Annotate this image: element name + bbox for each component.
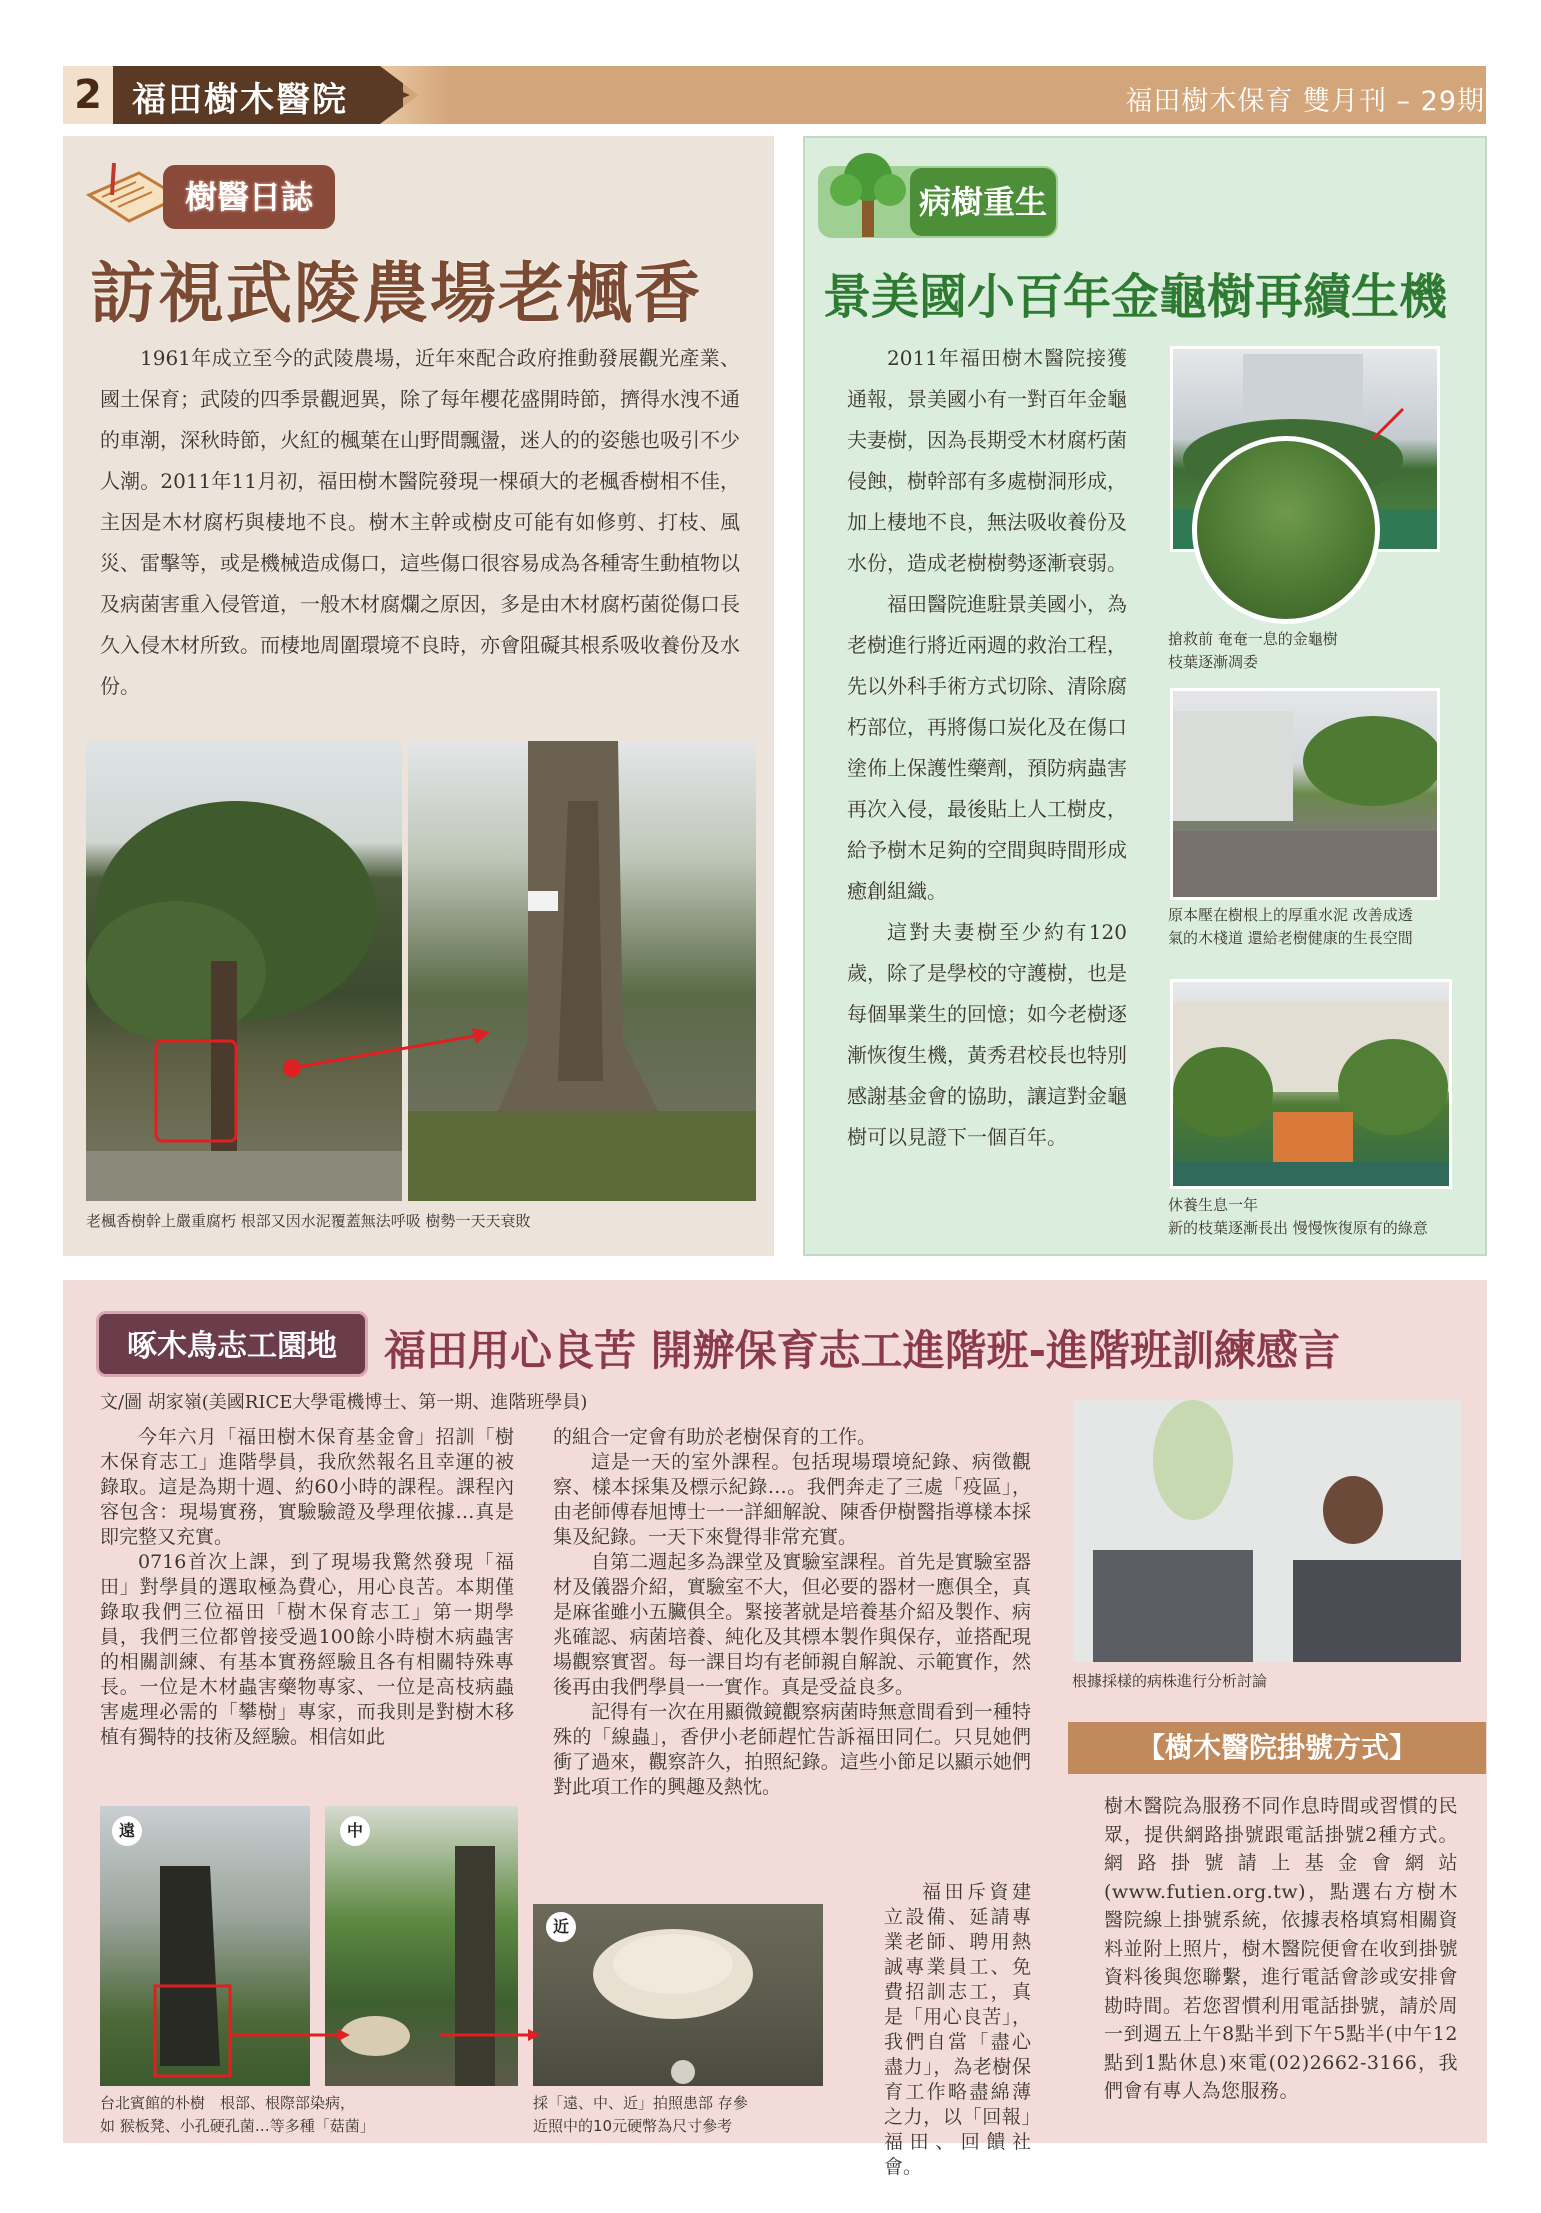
recovered-caption-line1: 休養生息一年 [1168,1196,1259,1214]
near-label: 近 [546,1912,576,1942]
col2-paragraph-1: 這是一天的室外課程。包括現場環境紀錄、病徵觀察、樣本採集及標示紀錄…。我們奔走了三處「疫區」，由老師傅春旭博士一一詳細解說、陳香伊樹醫指導樣本採集及紀錄。一天下來覺得非常充實。 [553,1451,1031,1548]
right-paragraph-3: 這對夫妻樹至少約有120歲，除了是學校的守護樹，也是每個畢業生的回憶；如今老樹逐漸恢復生機，黃秀君校長也特別感謝基金會的協助，讓這對金龜樹可以見證下一個百年。 [847,920,1127,1149]
page-number: 2 [63,66,113,124]
before-caption-line2: 枝葉逐漸凋委 [1168,653,1259,671]
volunteer-badge: 啄木鳥志工園地 [96,1311,368,1377]
left-photo-caption: 老楓香樹幹上嚴重腐朽 根部又因水泥覆蓋無法呼吸 樹勢一天天衰敗 [86,1212,531,1230]
right-article-body [847,338,1127,1158]
mid-label: 中 [340,1816,370,1846]
wooden-boardwalk-photo [1170,688,1440,900]
author-byline: 文/圖 胡家嶺(美國RICE大學電機博士、第一期、進階班學員) [100,1392,588,1413]
registration-title: 【樹木醫院掛號方式】 [1068,1722,1486,1774]
right-paragraph-1: 2011年福田樹木醫院接獲通報，景美國小有一對百年金龜夫妻樹，因為長期受木材腐朽菌侵蝕，樹幹部有多處樹洞形成，加上棲地不良，無法吸收養份及水份，造成老樹樹勢逐漸衰弱。 [847,346,1127,575]
col1-paragraph-1: 今年六月「福田樹木保育基金會」招訓「樹木保育志工」進階學員，我欣然報名且幸運的被錄取。這是為期十週、約60小時的課程。課程內容包含：現場實務，實驗驗證及學理依據…真是即完整又充實。 [100,1426,514,1548]
left-article-title: 訪視武陵農場老楓香 [90,254,702,332]
col1-paragraph-2: 0716首次上課，到了現場我驚然發現「福田」對學員的選取極為費心，用心良苦。本期僅錄取我們三位福田「樹木保育志工」第一期學員，我們三位都曾接受過100餘小時樹木病蟲害的相關訓練、有基本實務經驗且各有相關特殊專長。一位是木材蟲害藥物專家、一位是高枝病蟲害處理必需的「攀樹」專家，而我則是對樹木移植有獨特的技術及經驗。相信如此 [100,1551,514,1748]
far-label: 遠 [112,1816,142,1846]
col2-paragraph-2: 自第二週起多為課堂及實驗室課程。首先是實驗室器材及儀器介紹，實驗室不大，但必要的器材一應俱全，真是麻雀雖小五臟俱全。緊接著就是培養基介紹及製作、病兆確認、病菌培養、純化及其標本製作與保存，並搭配現場觀察實習。每一課目均有老師親自解說、示範實作，然後再由我們學員一一實作。真是受益良多。 [553,1551,1031,1698]
right-article-title: 景美國小百年金龜樹再續生機 [823,269,1448,325]
left-article-body: 1961年成立至今的武陵農場，近年來配合政府推動發展觀光產業、國土保育；武陵的四季景觀迥異，除了每年櫻花盛開時節，擠得水洩不通的車潮，深秋時節，火紅的楓葉在山野間飄盪，迷人的的姿態也吸引不少人潮。2011年11月初，福田樹木醫院發現一棵碩大的老楓香樹相不佳，主因是木材腐朽與棲地不良。樹木主幹或樹皮可能有如修剪、打枝、風災、雷擊等，或是機械造成傷口，這些傷口很容易成為各種寄生動植物以及病菌害重入侵管道，一般木材腐爛之原因，多是由木材腐朽菌從傷口長久入侵木材所致。而棲地周圍環境不良時，亦會阻礙其根系吸收養份及水份。 [100,346,740,698]
recovered-tree-photo [1170,979,1452,1189]
red-pointer-arrow [280,1020,500,1080]
diary-badge: 樹醫日誌 [163,165,335,229]
sample-analysis-photo [1073,1400,1461,1662]
tree-icon [818,142,918,242]
tree-detail-circle-photo [1192,436,1380,624]
trunk-decay-closeup-photo [408,741,756,1201]
near-view-photo [533,1904,823,2086]
bottom-column-3: 福田斥資建立設備、延請專業老師、聘用熱誠專業員工、免費招訓志工，真是「用心良苦」，我們自當「盡心盡力」，為老樹保育工作略盡綿薄之力，以「回報」福田、回饋社會。 [884,1881,1031,2178]
before-caption-line1: 搶救前 奄奄一息的金龜樹 [1168,630,1338,648]
recovered-caption-line2: 新的枝葉逐漸長出 慢慢恢復原有的綠意 [1168,1219,1428,1237]
boardwalk-caption-line2: 氣的木棧道 還給老樹健康的生長空間 [1168,929,1413,947]
near-caption-line2: 近照中的10元硬幣為尺寸參考 [533,2117,733,2135]
registration-body: 樹木醫院為服務不同作息時間或習慣的民眾，提供網路掛號跟電話掛號2種方式。網路掛號請上基金會網站(www.futien.org.tw)，點選右方樹木醫院線上掛號系統，依據表格填寫相關資料並附上照片，樹木醫院便會在收到掛號資料後與您聯繫，進行電話會診或安排會勘時間。若您習慣利用電話掛號，請於周一到週五上午8點半到下午5點半(中午12點到1點休息)來電(02)2662-3166，我們會有專人為您服務。 [1104,1795,1458,2102]
restore-badge: 病樹重生 [910,168,1056,236]
bottom-column-1 [100,1425,514,1750]
issue-title: 福田樹木保育 雙月刊 – 29期 [1125,86,1485,117]
analysis-photo-caption: 根據採樣的病株進行分析討論 [1072,1672,1268,1690]
col2-paragraph-3: 記得有一次在用顯微鏡觀察病菌時無意間看到一種特殊的「線蟲」，香伊小老師趕忙告訴福田同仁。只見她們衝了過來，觀察許久，拍照紀錄。這些小節足以顯示她們對此項工作的興趣及熱忱。 [553,1701,1031,1798]
old-maple-tree-photo [86,741,402,1201]
far-mid-caption-line2: 如 猴板凳、小孔硬孔菌…等多種「菇菌」 [100,2117,375,2135]
section-name: 福田樹木醫院 [132,80,348,120]
bottom-column-2 [553,1425,1031,1800]
far-mid-caption-line1: 台北賓館的朴樹 根部、根際部染病， [100,2094,356,2112]
far-to-mid-arrow [230,2025,560,2045]
col2-continuation: 的組合一定會有助於老樹保育的工作。 [553,1426,877,1448]
near-caption-line1: 採「遠、中、近」拍照患部 存參 [533,2094,748,2112]
right-paragraph-2: 福田醫院進駐景美國小，為老樹進行將近兩週的救治工程，先以外科手術方式切除、清除腐朽部位，再將傷口炭化及在傷口塗佈上保護性藥劑，預防病蟲害再次入侵，最後貼上人工樹皮，給予樹木足夠的空間與時間形成癒創組織。 [847,592,1127,903]
boardwalk-caption-line1: 原本壓在樹根上的厚重水泥 改善成透 [1168,906,1413,924]
bottom-article-title: 福田用心良苦 開辦保育志工進階班-進階班訓練感言 [384,1326,1341,1375]
